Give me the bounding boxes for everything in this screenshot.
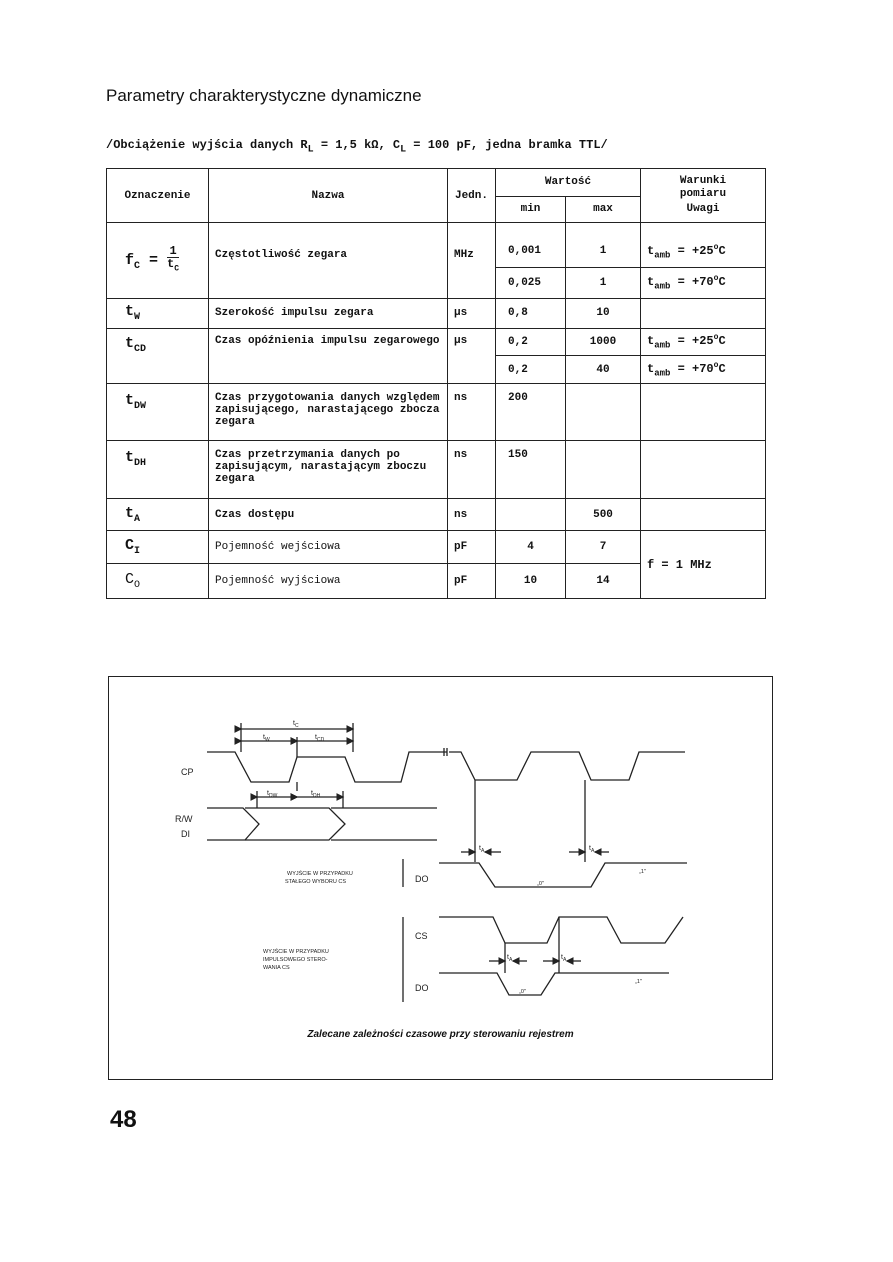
rw-di-bus-mid — [245, 808, 345, 840]
table-row — [107, 299, 766, 329]
value-min: 0,025 — [496, 268, 566, 299]
value-max: 7 — [566, 531, 641, 564]
symbol-tw: $t_W$ — [107, 299, 209, 329]
label-rw: R/W — [175, 814, 193, 824]
symbol-fc: $f_C$ = $\frac{1}{t_C}$ — [107, 223, 209, 299]
value-min: 0,2 — [496, 328, 566, 356]
header-name: Nazwa — [209, 169, 448, 223]
value-max: 40 — [566, 356, 641, 384]
group1-line1: WYJŚCIE W PRZYPADKU — [287, 871, 353, 877]
condition — [641, 498, 766, 531]
group2-line2: IMPULSOWEGO STERO- — [263, 957, 328, 963]
label-cp: CP — [181, 767, 194, 777]
header-unit: Jedn. — [448, 169, 496, 223]
cp-waveform — [207, 752, 447, 782]
condition-frequency: f = 1 MHz — [641, 531, 766, 599]
symbol-ci: $C_I$ — [107, 531, 209, 564]
label-tw: $t_W$ — [263, 734, 270, 743]
value-max: 1 — [566, 223, 641, 268]
value-max: 14 — [566, 564, 641, 599]
symbol-ta: $t_A$ — [107, 498, 209, 531]
table-row — [107, 223, 766, 268]
condition — [641, 383, 766, 440]
label-do-2: DO — [415, 983, 429, 993]
label-tdh: $t_{DH}$ — [311, 790, 321, 799]
do-waveform-1 — [439, 863, 687, 887]
param-name: Czas przygotowania danych względem zapisującego, narastającego zbocza zegara — [209, 383, 448, 440]
dynamic-parameters-table — [106, 168, 766, 599]
value-max: 1 — [566, 268, 641, 299]
condition — [641, 441, 766, 498]
value-max — [566, 441, 641, 498]
condition: $t_{amb} = +25^oC$ — [641, 223, 766, 268]
param-name: Pojemność wyjściowa — [209, 564, 448, 599]
param-unit: ns — [448, 441, 496, 498]
table-row — [107, 383, 766, 440]
level-zero-1: „0" — [537, 881, 544, 887]
param-unit: μs — [448, 328, 496, 383]
symbol-tdw: $t_{DW}$ — [107, 383, 209, 440]
label-tc: $t_C$ — [293, 720, 299, 729]
param-name: Pojemność wejściowa — [209, 531, 448, 564]
header-value: Wartość — [496, 169, 641, 197]
label-tcd: $t_{CD}$ — [315, 734, 325, 743]
group2-line3: WANIA CS — [263, 965, 290, 971]
label-di: DI — [181, 829, 190, 839]
value-max: 1000 — [566, 328, 641, 356]
value-min: 200 — [496, 383, 566, 440]
group1-line2: STAŁEGO WYBORU CS — [285, 879, 347, 885]
param-unit: μs — [448, 299, 496, 329]
param-unit: ns — [448, 383, 496, 440]
condition: $t_{amb} = +70^oC$ — [641, 356, 766, 384]
condition: $t_{amb} = +70^oC$ — [641, 268, 766, 299]
symbol-tdh: $t_{DH}$ — [107, 441, 209, 498]
label-ta-4: $t_A$ — [561, 954, 567, 963]
symbol-tcd: $t_{CD}$ — [107, 328, 209, 383]
value-min: 0,001 — [496, 223, 566, 268]
param-unit: MHz — [448, 223, 496, 299]
value-min: 0,2 — [496, 356, 566, 384]
param-name: Częstotliwość zegara — [209, 223, 448, 299]
level-zero-2: „0" — [519, 989, 526, 995]
param-name: Czas przetrzymania danych po zapisującym, narastającym zboczu zegara — [209, 441, 448, 498]
value-min: 10 — [496, 564, 566, 599]
level-one-2: „1" — [635, 979, 642, 985]
label-cs: CS — [415, 931, 428, 941]
timing-diagram-frame — [108, 676, 773, 1080]
table-row — [107, 498, 766, 531]
value-max — [566, 383, 641, 440]
value-min: 0,8 — [496, 299, 566, 329]
header-max: max — [566, 196, 641, 223]
value-max: 500 — [566, 498, 641, 531]
value-min: 150 — [496, 441, 566, 498]
header-conditions: Warunki pomiaru Uwagi — [641, 169, 766, 223]
table-row — [107, 328, 766, 356]
label-tdw: $t_{DW}$ — [267, 790, 278, 799]
header-min: min — [496, 196, 566, 223]
param-name: Czas opóźnienia impulsu zegarowego — [209, 328, 448, 383]
value-min — [496, 498, 566, 531]
param-name: Czas dostępu — [209, 498, 448, 531]
cs-waveform — [439, 917, 683, 943]
condition — [641, 299, 766, 329]
table-row — [107, 441, 766, 498]
condition: $t_{amb} = +25^oC$ — [641, 328, 766, 356]
page-number: 48 — [110, 1106, 137, 1133]
value-max: 10 — [566, 299, 641, 329]
param-name: Szerokość impulsu zegara — [209, 299, 448, 329]
diagram-caption: Zalecane zależności czasowe przy sterowaniu rejestrem — [307, 1029, 574, 1040]
label-ta-1: $t_A$ — [479, 845, 485, 854]
page-heading: Parametry charakterystyczne dynamiczne — [106, 86, 422, 105]
value-min: 4 — [496, 531, 566, 564]
group2-line1: WYJŚCIE W PRZYPADKU — [263, 949, 329, 955]
header-symbol: Oznaczenie — [107, 169, 209, 223]
load-conditions: /Obciążenie wyjścia danych $R_L = 1,5$ kΩ, $C_L = 100$ pF, jedna bramka TTL/ — [106, 138, 608, 156]
rw-di-bus-upper — [207, 808, 259, 840]
symbol-co: $C_O$ — [107, 564, 209, 599]
cp-waveform-cont — [449, 752, 685, 780]
param-unit: ns — [448, 498, 496, 531]
level-one-1: „1" — [639, 869, 646, 875]
label-ta-2: $t_A$ — [589, 845, 595, 854]
timing-diagram — [109, 677, 774, 1081]
param-unit: pF — [448, 564, 496, 599]
table-row — [107, 531, 766, 564]
label-ta-3: $t_A$ — [507, 954, 513, 963]
param-unit: pF — [448, 531, 496, 564]
label-do-1: DO — [415, 874, 429, 884]
